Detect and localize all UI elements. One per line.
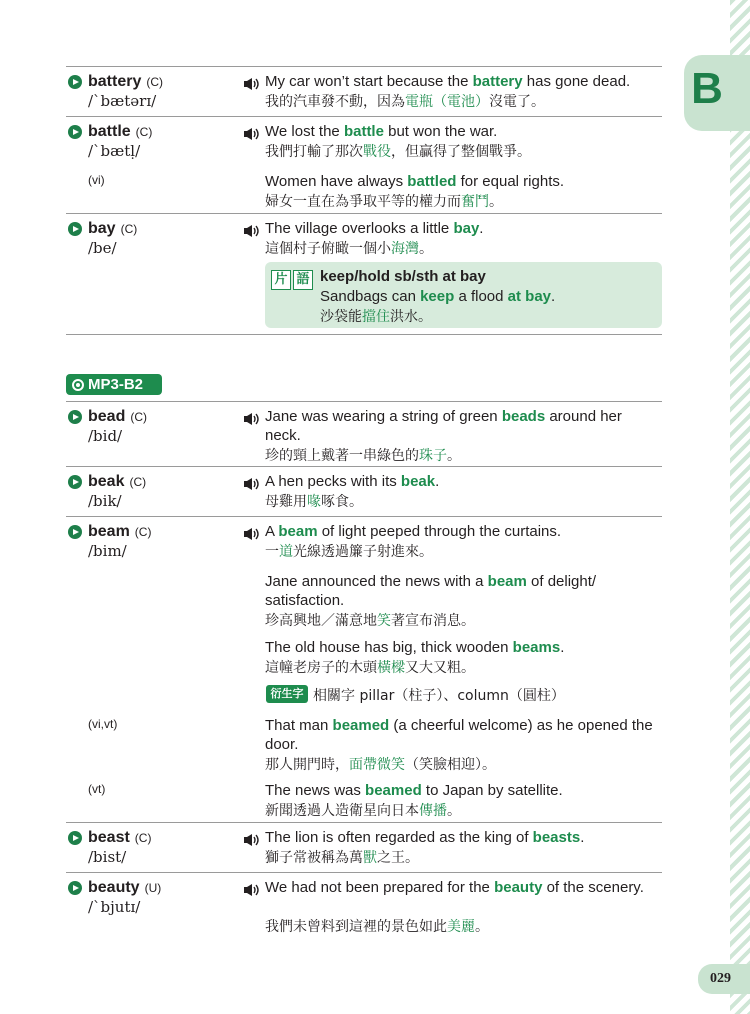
part-of-speech: (C) [120, 222, 138, 236]
section-letter: B [691, 64, 723, 113]
headword-beauty [68, 879, 161, 897]
example-zh: 我的汽車發不動，因為電瓶（電池）沒電了。 [265, 94, 545, 110]
pronunciation: /bik/ [88, 492, 122, 510]
example-zh: 這個村子俯瞰一個小海灣。 [265, 241, 433, 257]
phrase-example-en: Sandbags can keep a flood at bay. [320, 288, 556, 305]
section-tab [684, 55, 750, 131]
example-en: We had not been prepared for the beauty of the scenery. [265, 879, 644, 896]
play-icon[interactable] [68, 525, 82, 539]
headword-beam [68, 523, 151, 541]
part-of-speech: (C) [134, 831, 152, 845]
example-zh: 珍高興地／滿意地笑著宣布消息。 [265, 613, 475, 629]
example-zh: 這幢老房子的木頭橫樑又大又粗。 [265, 660, 475, 676]
part-of-speech: (U) [144, 881, 162, 895]
pronunciation: /ˋbætərɪ/ [88, 92, 157, 110]
speaker-icon[interactable] [243, 527, 259, 541]
pronunciation: /ˋbjutɪ/ [88, 898, 141, 916]
headword: beauty [88, 879, 140, 896]
example-en: Jane was wearing a string of green beads around her neck. [265, 408, 622, 444]
example-zh: 母雞用喙啄食。 [265, 494, 363, 510]
play-icon[interactable] [68, 475, 82, 489]
entry-divider [66, 872, 662, 873]
example-zh: 我們打輸了那次戰役，但贏得了整個戰爭。 [265, 144, 531, 160]
speaker-icon[interactable] [243, 77, 259, 91]
play-icon[interactable] [68, 410, 82, 424]
part-of-speech: (C) [134, 525, 152, 539]
mp3-track-label[interactable]: MP3-B2 [66, 374, 162, 395]
part-of-speech: (vi) [88, 173, 105, 187]
example-en: The news was beamed to Japan by satellite. [265, 782, 563, 799]
disc-icon [72, 379, 84, 391]
headword-beak [68, 473, 146, 491]
headword: beak [88, 473, 125, 490]
headword-bay [68, 220, 137, 238]
headword-beast [68, 829, 151, 847]
headword: bay [88, 220, 116, 237]
play-icon[interactable] [68, 831, 82, 845]
headword: beam [88, 523, 130, 540]
example-zh: 我們未曾料到這裡的景色如此美麗。 [265, 919, 489, 935]
phrase-tag: 語 [293, 270, 313, 290]
entry-divider [66, 516, 662, 517]
part-of-speech: (C) [135, 125, 153, 139]
phrase-example-zh: 沙袋能擋住洪水。 [320, 309, 432, 325]
speaker-icon[interactable] [243, 477, 259, 491]
derivative-text: 相關字 pillar（柱子）、column（圓柱） [313, 688, 565, 704]
play-icon[interactable] [68, 222, 82, 236]
speaker-icon[interactable] [243, 224, 259, 238]
example-zh: 婦女一直在為爭取平等的權力而奮鬥。 [265, 194, 503, 210]
entry-divider [66, 66, 662, 67]
page-number-tab [698, 964, 750, 994]
page-number: 029 [710, 971, 731, 986]
decorative-stripe [730, 0, 750, 1014]
entry-divider [66, 116, 662, 117]
play-icon[interactable] [68, 125, 82, 139]
example-zh: 獅子常被稱為萬獸之王。 [265, 850, 419, 866]
example-en: A hen pecks with its beak. [265, 473, 440, 490]
example-en: We lost the battle but won the war. [265, 123, 498, 140]
pronunciation: /bist/ [88, 848, 127, 866]
part-of-speech: (C) [146, 75, 164, 89]
headword: beast [88, 829, 130, 846]
speaker-icon[interactable] [243, 412, 259, 426]
example-en: That man beamed (a cheerful welcome) as he opened the door. [265, 717, 653, 753]
pronunciation: /bim/ [88, 542, 127, 560]
example-en: A beam of light peeped through the curtains. [265, 523, 562, 540]
entry-divider [66, 334, 662, 335]
headword-battery [68, 73, 163, 91]
headword: battery [88, 73, 142, 90]
example-en: The village overlooks a little bay. [265, 220, 484, 237]
example-zh: 珍的頸上戴著一串綠色的珠子。 [265, 448, 461, 464]
example-en: Jane announced the news with a beam of delight/ satisfaction. [265, 573, 597, 609]
part-of-speech: (C) [129, 475, 147, 489]
headword-bead [68, 408, 147, 426]
example-zh: 那人開門時，面帶微笑（笑臉相迎）。 [265, 757, 496, 773]
headword: battle [88, 123, 131, 140]
entry-divider [66, 822, 662, 823]
play-icon[interactable] [68, 881, 82, 895]
phrase-heading: keep/hold sb/sth at bay [320, 268, 486, 285]
example-en: Women have always battled for equal rights. [265, 173, 565, 190]
part-of-speech: (C) [130, 410, 148, 424]
part-of-speech: (vt) [88, 782, 106, 796]
pronunciation: /ˋbætḷ/ [88, 142, 141, 160]
pronunciation: /bid/ [88, 427, 123, 445]
pronunciation: /be/ [88, 239, 117, 257]
entry-divider [66, 213, 662, 214]
example-en: The lion is often regarded as the king of beasts. [265, 829, 585, 846]
play-icon[interactable] [68, 75, 82, 89]
part-of-speech: (vi,vt) [88, 717, 118, 731]
speaker-icon[interactable] [243, 883, 259, 897]
example-zh: 新聞透過人造衛星向日本傳播。 [265, 803, 461, 819]
example-zh: 一道光線透過簾子射進來。 [265, 544, 433, 560]
entry-divider [66, 401, 662, 402]
phrase-tag: 片 [271, 270, 291, 290]
headword: bead [88, 408, 126, 425]
derivative-tag: 衍生字 [266, 685, 308, 703]
speaker-icon[interactable] [243, 127, 259, 141]
example-en: The old house has big, thick wooden beams. [265, 639, 565, 656]
example-en: My car won’t start because the battery has gone dead. [265, 73, 631, 90]
headword-battle [68, 123, 152, 141]
entry-divider [66, 466, 662, 467]
speaker-icon[interactable] [243, 833, 259, 847]
